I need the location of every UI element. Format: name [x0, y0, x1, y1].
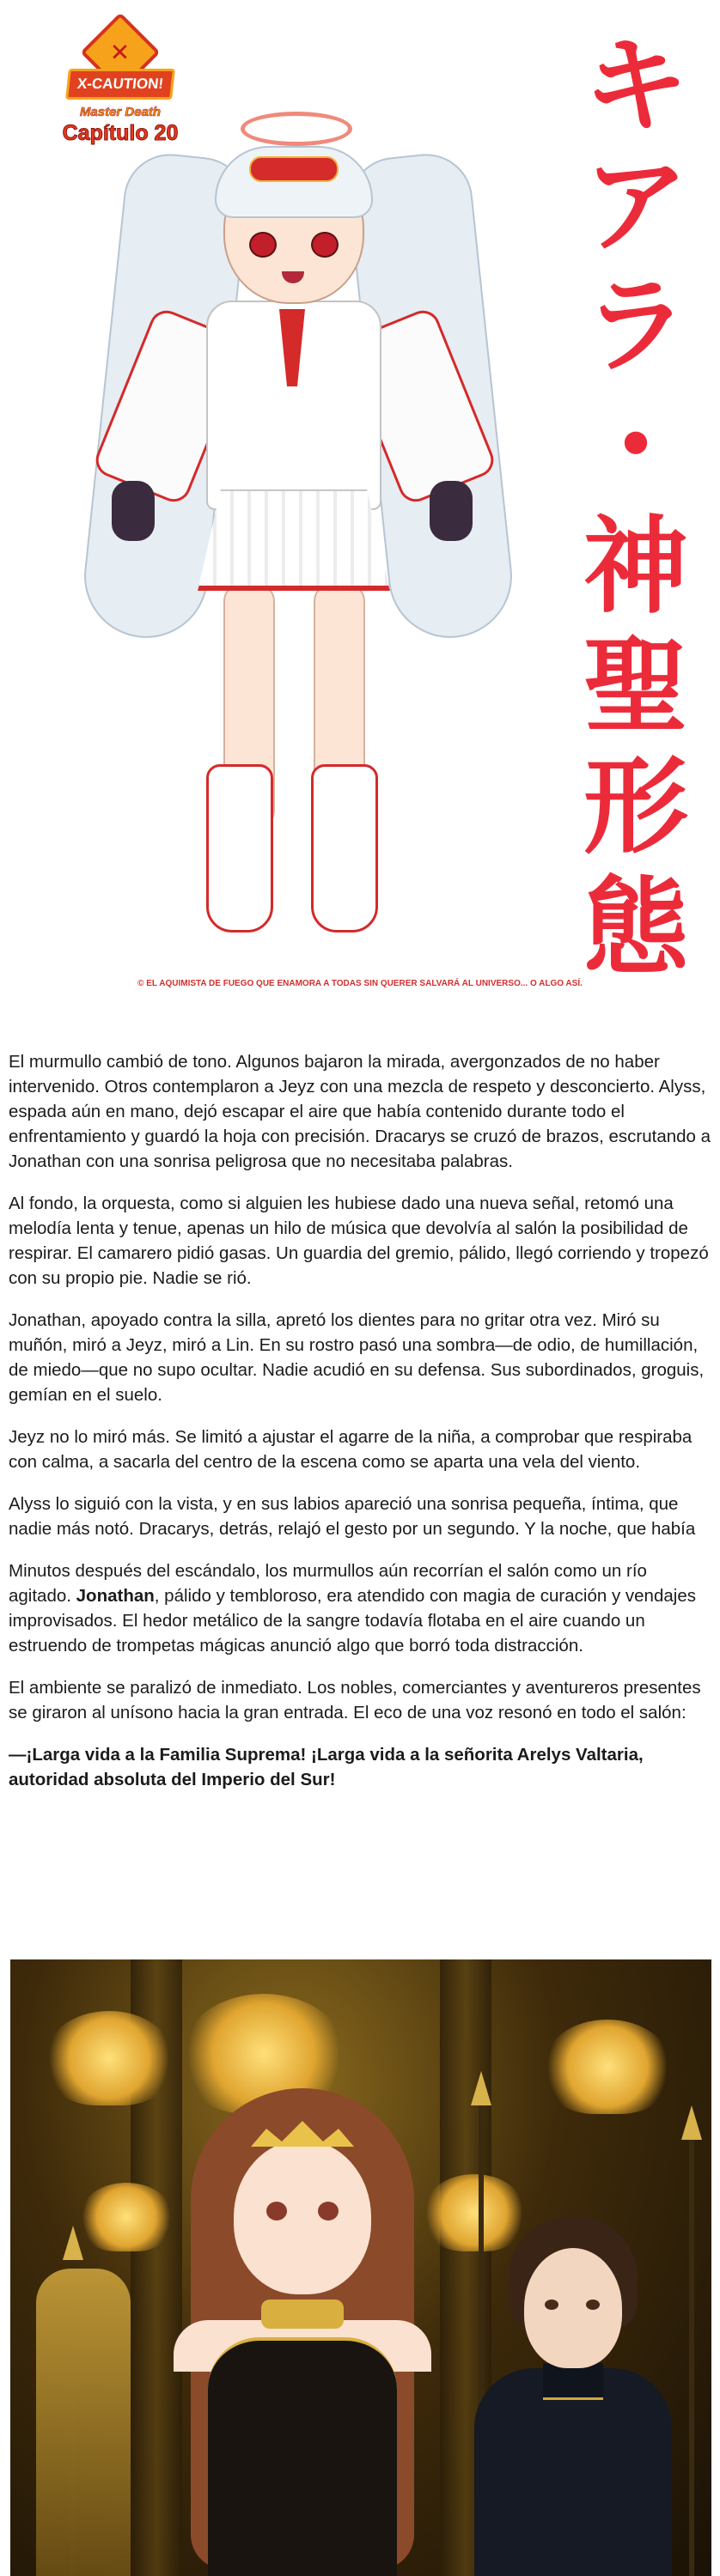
- title-char: 態: [583, 866, 688, 988]
- gold-collar: [261, 2300, 344, 2329]
- character-card-illustration: [0, 0, 720, 1005]
- proclamation-shout: —¡Larga vida a la Familia Suprema! ¡Larga vida a la señorita Arelys Valtaria, autoridad absoluta del Imperio del Sur!: [9, 1745, 644, 1789]
- eye-left: [249, 232, 277, 258]
- eye-right: [311, 232, 339, 258]
- copyright-notice: © EL AQUIMISTA DE FUEGO QUE ENAMORA A TODAS SIN QUERER SALVARÁ AL UNIVERSO... O ALGO ASÍ.: [137, 979, 583, 988]
- series-label: Master Death: [79, 105, 162, 119]
- character-figure: [77, 103, 558, 962]
- spear-tip-icon: [63, 2226, 83, 2260]
- story-paragraph: El ambiente se paralizó de inmediato. Los nobles, comerciantes y aventureros presentes se giraron al unísono hacia la gran entrada. El eco de una voz resonó en todo el salón:: [9, 1678, 701, 1722]
- attendant-collar: [543, 2363, 603, 2400]
- vertical-title: [567, 26, 705, 987]
- badge-symbol: ✕: [110, 39, 131, 66]
- chandelier-icon: [45, 2011, 174, 2105]
- story-text: [9, 1049, 711, 1809]
- story-paragraph: Al fondo, la orquesta, como si alguien les hubiese dado una nueva señal, retomó una melodía lenta y tenue, apenas un hilo de música que devolvía al salón la posibilidad de respirar. El camarero pidió gasas. Un guardia del gremio, pálido, llegó corriendo y tropezó con su propio pie. Nadie se rió.: [9, 1194, 709, 1288]
- glove-left: [112, 481, 155, 541]
- headband: [249, 156, 339, 182]
- chandelier-icon: [79, 2183, 174, 2251]
- caution-label: X-CAUTION!: [65, 69, 175, 100]
- spear-tip-icon: [471, 2071, 491, 2105]
- title-char: 形: [583, 746, 688, 868]
- chandelier-icon: [543, 2020, 672, 2114]
- story-paragraph: Alyss lo siguió con la vista, y en sus labios apareció una sonrisa pequeña, íntima, que nadie más notó. Dracarys, detrás, relajó el gesto por un segundo. Y la noche, que había: [9, 1494, 696, 1539]
- attendant-face: [524, 2248, 622, 2368]
- spear-tip-icon: [681, 2105, 702, 2140]
- title-char: 聖: [583, 626, 688, 748]
- ballroom-illustration: [10, 1959, 711, 2576]
- attendant-eye-right: [586, 2300, 600, 2310]
- boot-left: [206, 764, 273, 933]
- paragraph-text: , pálido y tembloroso, era atendido con magia de curación y vendajes improvisados. El hedor metálico de la sangre todavía flotaba en el aire cuando un estruendo de trompetas mágicas anunció algo que borró toda distracción.: [9, 1586, 696, 1656]
- attendant-eye-left: [545, 2300, 558, 2310]
- chapter-label: Capítulo 20: [62, 121, 179, 145]
- story-paragraph: Jeyz no lo miró más. Se limitó a ajustar el agarre de la niña, a comprobar que respiraba con calma, a sacarla del centro de la escena como se aparta una vela del viento.: [9, 1427, 693, 1472]
- bold-name-jonathan: Jonathan: [76, 1586, 155, 1606]
- chandelier-icon: [423, 2174, 526, 2251]
- spear: [689, 2131, 694, 2576]
- title-char: 神: [583, 506, 688, 628]
- boot-right: [311, 764, 378, 933]
- halo-icon: [241, 112, 352, 146]
- story-paragraph: [9, 1558, 711, 1658]
- princess-dress: [208, 2337, 397, 2576]
- paragraph-text: Minutos después del escándalo, los murmullos aún recorrían el salón como un río agitado.: [9, 1561, 647, 1606]
- title-char: ・: [583, 386, 688, 507]
- glove-right: [430, 481, 473, 541]
- title-char: キ: [583, 25, 688, 147]
- princess-eye-left: [266, 2202, 287, 2221]
- story-paragraph: Jonathan, apoyado contra la silla, apretó los dientes para no gritar otra vez. Miró su muñón, miró a Jeyz, miró a Lin. En su rostro pasó una sombra—de odio, de humillación, de miedo—que no supo ocultar. Nadie acudió en su defensa. Sus subordinados, groguis, gemían en el suelo.: [9, 1310, 705, 1405]
- princess-face: [234, 2140, 371, 2294]
- title-char: ア: [583, 145, 688, 267]
- armored-guard: [36, 2269, 131, 2576]
- story-paragraph: El murmullo cambió de tono. Algunos bajaron la mirada, avergonzados de no haber intervenido. Otros contemplaron a Jeyz con una mezcla de respeto y desconcierto. Alyss, espada aún en mano, dejó escapar el aire que había contenido durante todo el enfrentamiento y guardó la hoja con precisión. Dracarys se cruzó de brazos, escrutando a Jonathan con una sonrisa peligrosa que no necesitaba palabras.: [9, 1052, 711, 1171]
- title-char: ラ: [583, 265, 688, 387]
- pleated-skirt: [198, 489, 390, 591]
- princess-eye-right: [318, 2202, 339, 2221]
